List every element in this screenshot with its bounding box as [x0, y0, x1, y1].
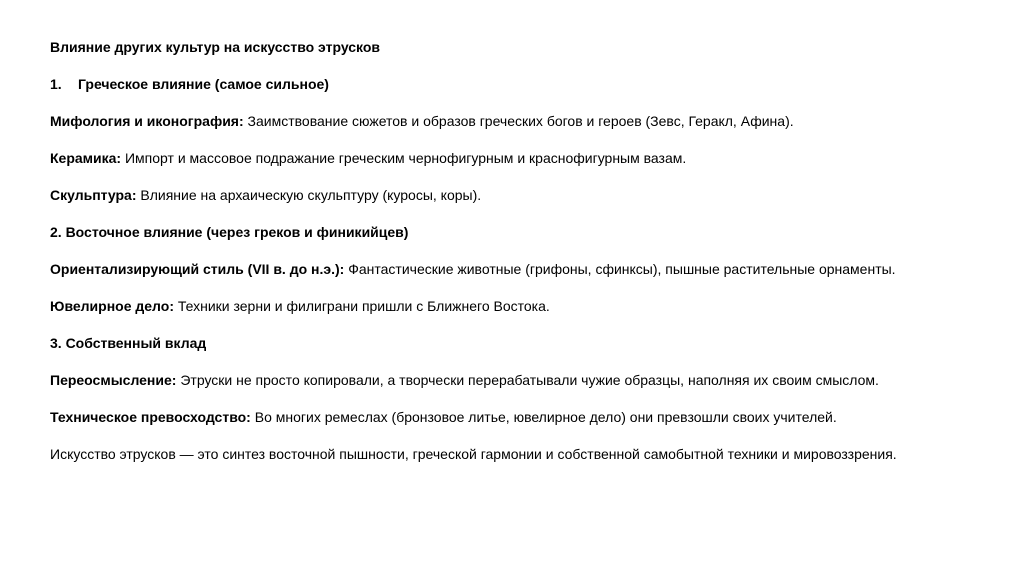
section-2-heading: 2. Восточное влияние (через греков и финикийцев) [50, 224, 409, 240]
section-2-item-orientalizing [50, 260, 1000, 279]
item-text: Влияние на архаическую скульптуру (куросы, коры). [136, 187, 482, 203]
item-text: Импорт и массовое подражание греческим чернофигурным и краснофигурным вазам. [121, 150, 687, 166]
conclusion: Искусство этрусков — это синтез восточной пышности, греческой гармонии и собственной самобытной техники и мировоззрения. [50, 446, 897, 462]
item-text: Заимствование сюжетов и образов греческих богов и героев (Зевс, Геракл, Афина). [243, 113, 794, 129]
section-3-item-technical [50, 408, 1000, 427]
item-label: Керамика: [50, 150, 122, 166]
section-1-number: 1. [50, 76, 62, 92]
page-title: Влияние других культур на искусство этрусков [50, 39, 381, 55]
item-label: Техническое превосходство: [50, 409, 251, 425]
item-label: Мифология и иконография: [50, 113, 244, 129]
section-1-heading [50, 75, 1000, 94]
section-1-item-mythology [50, 112, 1000, 131]
section-1-heading-text: Греческое влияние (самое сильное) [78, 76, 329, 92]
item-label: Ориентализирующий стиль (VII в. до н.э.): [50, 261, 345, 277]
item-text: Во многих ремеслах (бронзовое литье, ювелирное дело) они превзошли своих учителей. [250, 409, 837, 425]
section-1-item-ceramics [50, 149, 1000, 168]
section-3-item-rethinking [50, 371, 1000, 390]
item-label: Ювелирное дело: [50, 298, 174, 314]
item-text: Фантастические животные (грифоны, сфинксы), пышные растительные орнаменты. [344, 261, 896, 277]
section-3-heading: 3. Собственный вклад [50, 335, 207, 351]
item-text: Этруски не просто копировали, а творчески перерабатывали чужие образцы, наполняя их своим смыслом. [176, 372, 879, 388]
item-text: Техники зерни и филиграни пришли с Ближнего Востока. [173, 298, 550, 314]
item-label: Переосмысление: [50, 372, 177, 388]
section-1-item-sculpture [50, 186, 1000, 205]
section-2-item-jewelry [50, 297, 1000, 316]
slide-content [50, 38, 1000, 464]
item-label: Скульптура: [50, 187, 137, 203]
